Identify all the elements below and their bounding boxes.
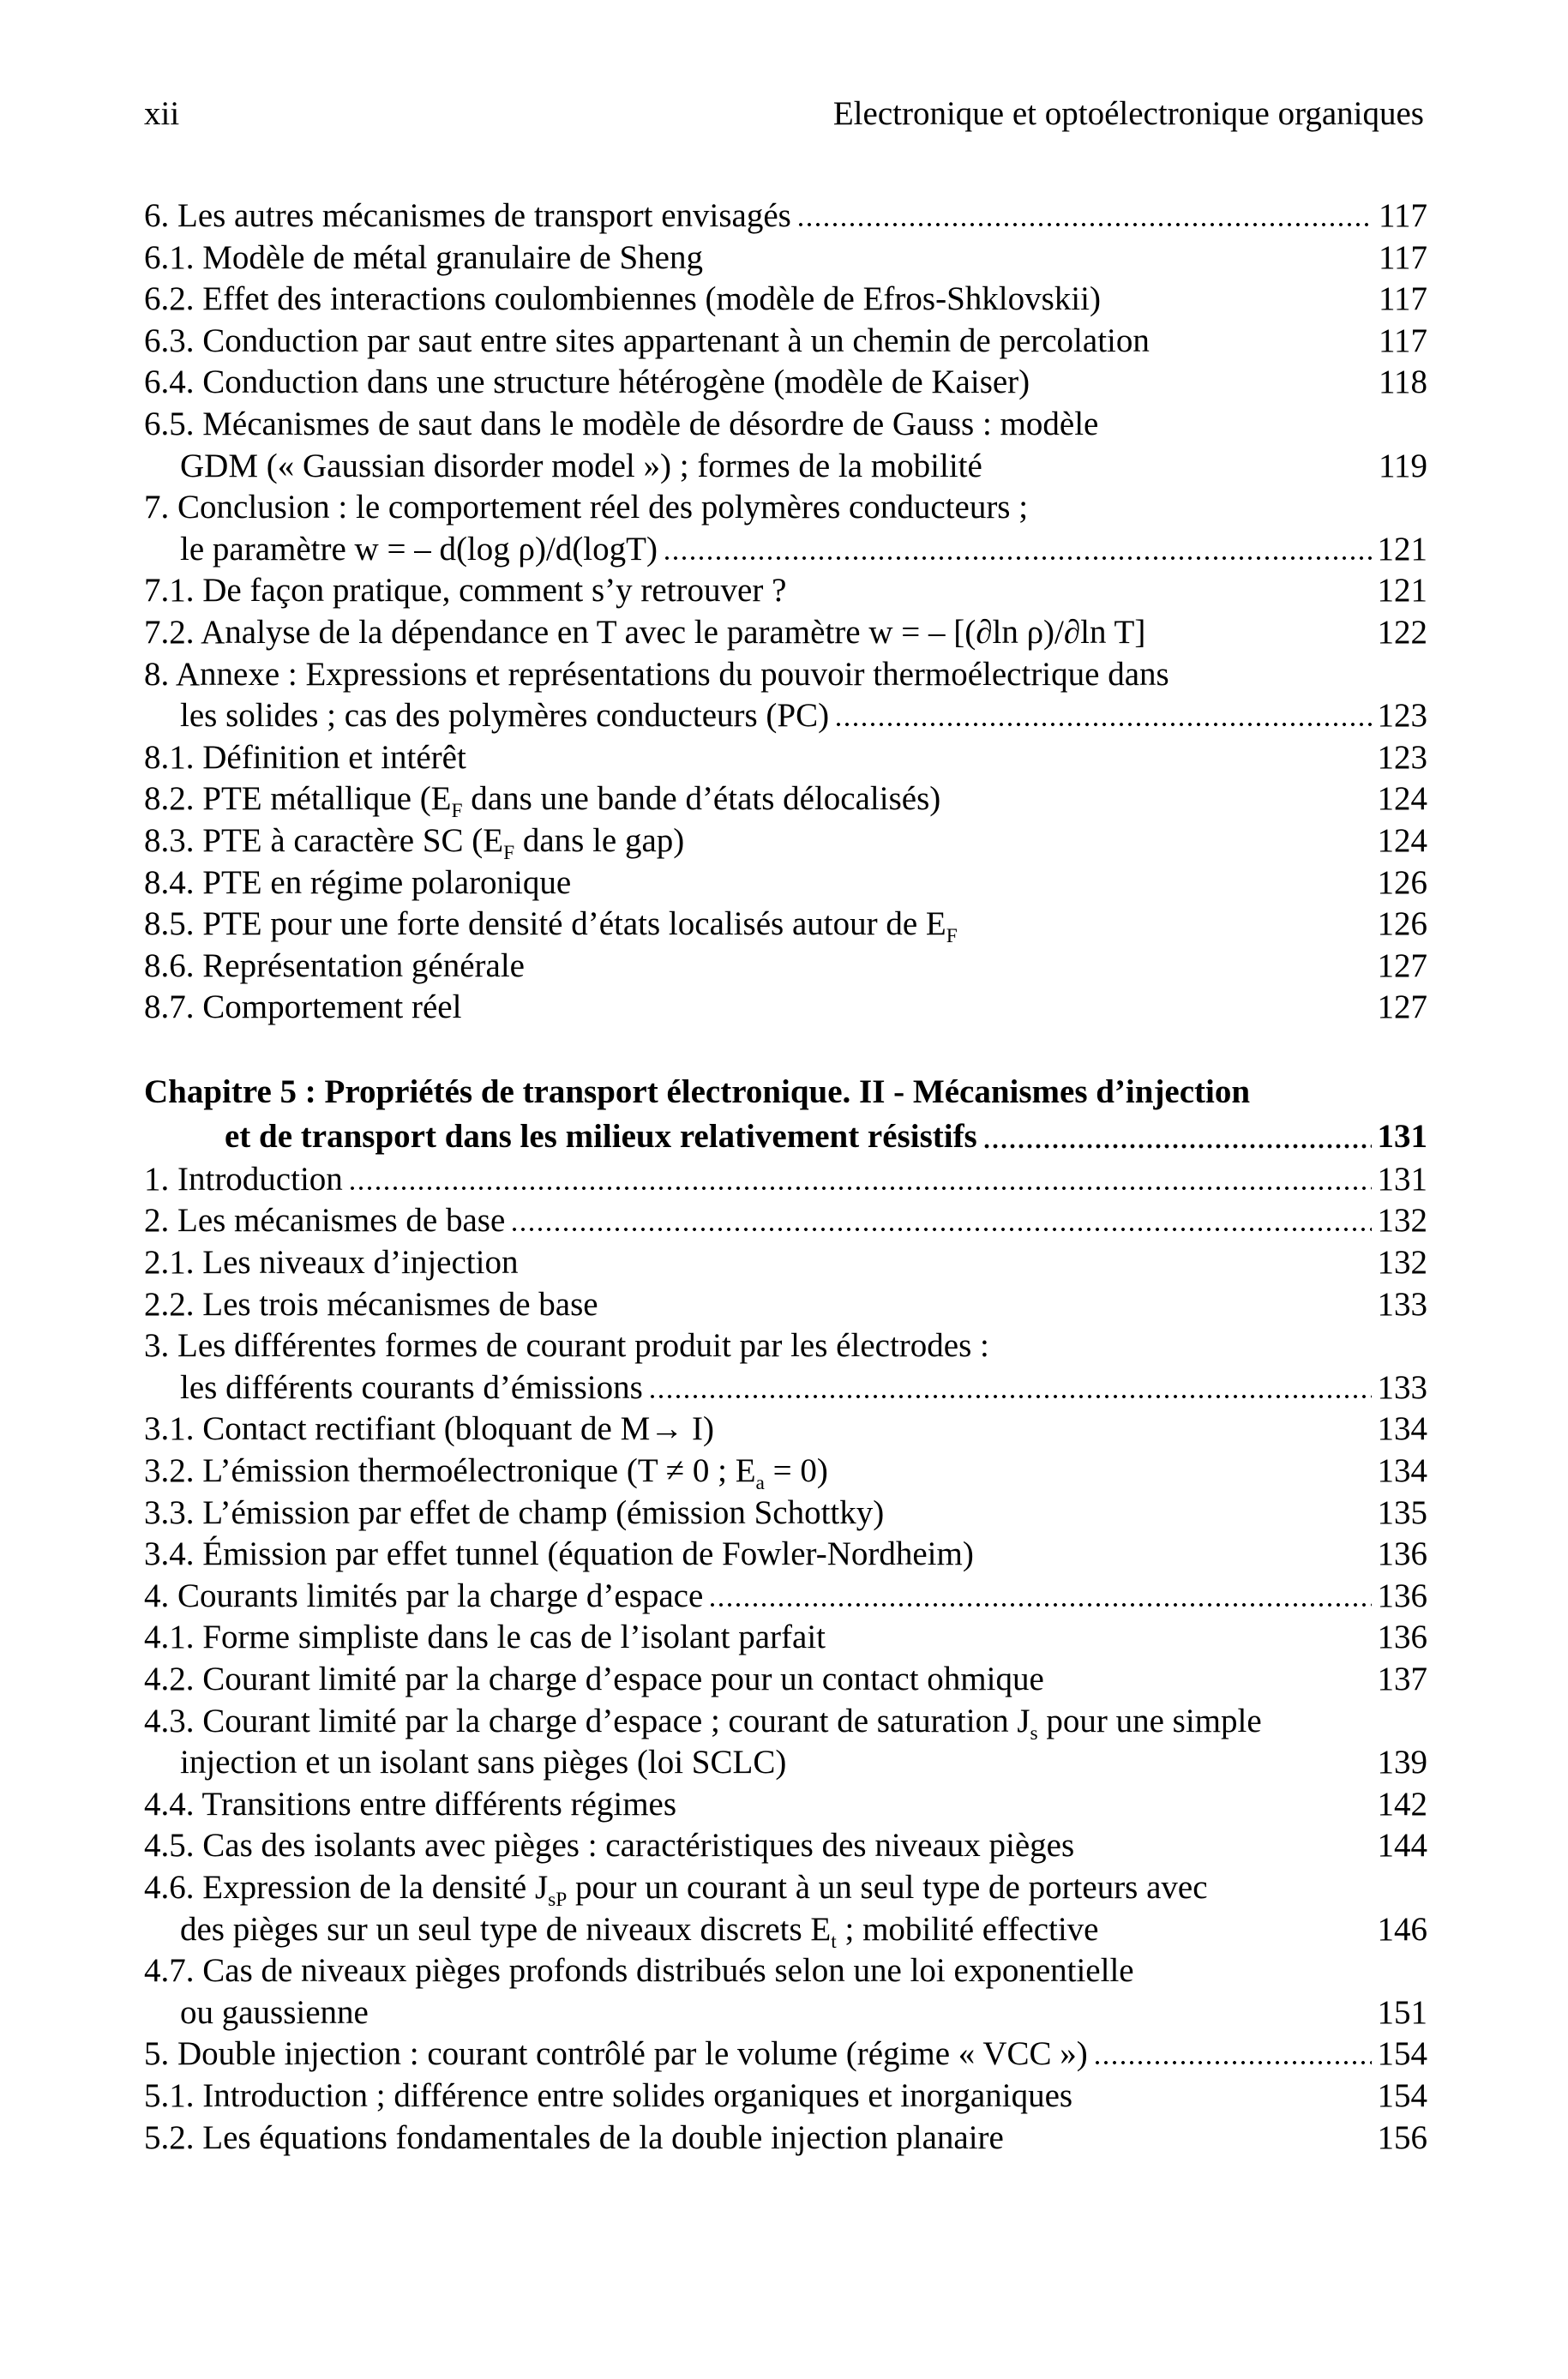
toc-entry-page: 132 [1377, 1244, 1427, 1282]
toc-entry-title: 2.2. Les trois mécanismes de base [144, 1285, 598, 1323]
toc-entry-page: 127 [1377, 988, 1427, 1026]
toc-entry-page: 156 [1377, 2118, 1427, 2156]
toc-entry [144, 570, 1427, 612]
toc-entry [144, 737, 1427, 779]
toc-entry-page: 154 [1377, 2035, 1427, 2073]
dot-leader [663, 554, 1372, 562]
chapter-heading [144, 1070, 1427, 1114]
subscript: t [831, 1930, 837, 1953]
running-header [144, 93, 1424, 135]
toc-entry-title: 3.1. Contact rectifiant (bloquant de M→ I) [144, 1410, 714, 1448]
subscript: a [755, 1471, 765, 1494]
toc-entry-page: 136 [1377, 1577, 1427, 1614]
dot-leader [348, 1184, 1372, 1193]
toc-entry-page: 139 [1377, 1744, 1427, 1781]
chapter-title-line1: Chapitre 5 : Propriétés de transport électronique. II - Mécanismes d’injection [144, 1072, 1251, 1110]
toc-entry [144, 487, 1427, 529]
toc-entry-title: 8.5. PTE pour une forte densité d’états localisés autour de $E_F$ [144, 905, 958, 947]
toc-entry [144, 612, 1427, 654]
toc-entry [144, 1409, 1427, 1451]
toc-entry-page: 136 [1377, 1535, 1427, 1573]
dot-leader [1093, 2058, 1372, 2067]
chapter-heading-cont [144, 1114, 1427, 1159]
toc-entry [144, 1576, 1427, 1618]
toc-entry [144, 279, 1427, 321]
toc-entry-title: 8.4. PTE en régime polaronique [144, 863, 572, 901]
toc-entry-title: 8.1. Définition et intérêt [144, 738, 466, 776]
toc-entry [144, 529, 1427, 571]
toc-entry-title: 4. Courants limités par la charge d’espace [144, 1577, 704, 1614]
toc-entry [144, 1617, 1427, 1659]
subscript: F [451, 800, 463, 823]
toc-entry-title: 6. Les autres mécanismes de transport envisagés [144, 197, 791, 234]
toc-entry-title: 7.1. De façon pratique, comment s’y retrouver ? [144, 572, 787, 610]
toc-entry-title: 8.3. PTE à caractère SC ($E_F$ dans le gap) [144, 821, 685, 864]
dot-leader [708, 1601, 1372, 1609]
toc-entry [144, 321, 1427, 363]
toc-entry [144, 1659, 1427, 1701]
toc-entry [144, 1867, 1427, 1909]
toc-entry-title: injection et un isolant sans pièges (loi SCLC) [180, 1744, 787, 1781]
toc-entry [144, 1825, 1427, 1867]
toc-entry-title: 6.5. Mécanismes de saut dans le modèle de désordre de Gauss : modèle [144, 405, 1099, 442]
toc-entry [144, 904, 1427, 946]
toc-entry [144, 2118, 1427, 2160]
toc-entry [144, 1367, 1427, 1409]
toc-entry-title: 6.2. Effet des interactions coulombiennes (modèle de Efros-Shklovskii) [144, 280, 1101, 318]
toc-entry-title: 6.4. Conduction dans une structure hétérogène (modèle de Kaiser) [144, 363, 1030, 401]
toc-entry-page: 121 [1377, 572, 1427, 610]
toc-entry [144, 1451, 1427, 1493]
toc-entry-title: 2.1. Les niveaux d’injection [144, 1244, 519, 1282]
toc-entry-title: 4.6. Expression de la densité $J_{sP}$ pour un courant à un seul type de porteurs avec [144, 1868, 1208, 1911]
toc-entry-page: 124 [1377, 780, 1427, 818]
toc-entry-page: 121 [1377, 530, 1427, 568]
toc-entry [144, 1159, 1427, 1201]
toc-entry-page: 131 [1377, 1160, 1427, 1198]
toc-section-before [144, 195, 1427, 1029]
toc-entry-page: 123 [1377, 738, 1427, 776]
toc-entry-page: 137 [1377, 1661, 1427, 1697]
toc-entry [144, 237, 1427, 279]
dot-leader [796, 220, 1373, 229]
dot-leader [648, 1392, 1372, 1401]
toc-entry [144, 862, 1427, 904]
subscript: sP [548, 1888, 568, 1911]
toc-entry-title: 4.7. Cas de niveaux pièges profonds distribués selon une loi exponentielle [144, 1952, 1134, 1990]
toc-entry-title: le paramètre w = – d(log ρ)/d(logT) [180, 530, 658, 568]
toc-entry-title: 4.4. Transitions entre différents régimes [144, 1785, 677, 1823]
running-title: Electronique et optoélectronique organiques [832, 95, 1424, 132]
toc-entry-page: 117 [1378, 321, 1427, 359]
toc-entry-page: 132 [1377, 1202, 1427, 1240]
toc-entry-page: 146 [1377, 1910, 1427, 1948]
toc-entry-title: 5. Double injection : courant contrôlé par le volume (régime « VCC ») [144, 2035, 1088, 2073]
toc-entry [144, 987, 1427, 1029]
toc-entry-page: 117 [1378, 280, 1427, 318]
toc-entry [144, 362, 1427, 404]
toc-entry-title: 5.1. Introduction ; différence entre solides organiques et inorganiques [144, 2076, 1073, 2114]
table-of-contents [144, 195, 1427, 2159]
toc-entry-title: ou gaussienne [180, 1993, 369, 2031]
toc-entry-title: 8.6. Représentation générale [144, 946, 525, 984]
toc-entry-page: 119 [1378, 447, 1427, 484]
toc-entry-page: 118 [1378, 363, 1427, 401]
toc-entry-page: 154 [1377, 2076, 1427, 2114]
toc-entry-page: 136 [1377, 1619, 1427, 1656]
toc-entry-title: 4.3. Courant limité par la charge d’espace ; courant de saturation $J_s$ pour une simple [144, 1702, 1262, 1745]
toc-entry-title: 4.1. Forme simpliste dans le cas de l’isolant parfait [144, 1619, 826, 1656]
toc-entry [144, 820, 1427, 862]
toc-entry-page: 117 [1378, 197, 1427, 234]
toc-entry [144, 404, 1427, 446]
toc-entry-page: 134 [1377, 1452, 1427, 1490]
toc-entry-page: 134 [1377, 1410, 1427, 1448]
page-number: xii [144, 95, 180, 132]
toc-entry-title: 4.2. Courant limité par la charge d’espace pour un contact ohmique [144, 1661, 1044, 1697]
toc-entry-title: 7. Conclusion : le comportement réel des polymères conducteurs ; [144, 489, 1029, 526]
toc-entry [144, 1325, 1427, 1367]
toc-entry [144, 1242, 1427, 1284]
toc-entry-title: les différents courants d’émissions [180, 1368, 643, 1406]
toc-entry-page: 142 [1377, 1785, 1427, 1823]
toc-entry [144, 1493, 1427, 1535]
toc-entry [144, 946, 1427, 988]
toc-entry-title: 3.2. L’émission thermoélectronique (T ≠ 0 ; $E_a = 0$) [144, 1452, 828, 1494]
toc-entry-title: GDM (« Gaussian disorder model ») ; formes de la mobilité [180, 447, 982, 484]
toc-entry-title: 5.2. Les équations fondamentales de la double injection planaire [144, 2118, 1004, 2156]
toc-entry [144, 1534, 1427, 1576]
toc-entry-title: 8. Annexe : Expressions et représentations du pouvoir thermoélectrique dans [144, 655, 1169, 693]
toc-entry [144, 1701, 1427, 1743]
toc-entry [144, 446, 1427, 488]
toc-entry-page: 133 [1377, 1368, 1427, 1406]
toc-entry-title: 6.1. Modèle de métal granulaire de Sheng [144, 238, 703, 276]
toc-entry-title: 6.3. Conduction par saut entre sites appartenant à un chemin de percolation [144, 321, 1150, 359]
toc-entry-page: 124 [1377, 821, 1427, 859]
toc-entry-title: 7.2. Analyse de la dépendance en T avec le paramètre w = – [(∂ln ρ)/∂ln T] [144, 613, 1146, 651]
toc-entry [144, 1284, 1427, 1326]
toc-entry [144, 2076, 1427, 2118]
toc-entry [144, 695, 1427, 737]
toc-entry [144, 1742, 1427, 1784]
dot-leader [982, 1142, 1372, 1150]
toc-entry-title: les solides ; cas des polymères conducteurs (PC) [180, 697, 830, 735]
toc-entry [144, 1950, 1427, 1992]
chapter-title-line2: et de transport dans les milieux relativement résistifs [225, 1117, 977, 1155]
toc-entry-title: 3.3. L’émission par effet de champ (émission Schottky) [144, 1493, 885, 1531]
toc-entry [144, 1784, 1427, 1826]
toc-entry [144, 1200, 1427, 1242]
toc-entry-page: 126 [1377, 905, 1427, 943]
toc-entry-title: 1. Introduction [144, 1160, 343, 1198]
dot-leader [834, 720, 1372, 729]
toc-entry-page: 133 [1377, 1285, 1427, 1323]
toc-entry [144, 778, 1427, 823]
toc-entry [144, 195, 1427, 237]
toc-entry [144, 654, 1427, 696]
toc-entry [144, 1909, 1427, 1951]
dot-leader [510, 1225, 1372, 1234]
toc-entry-page: 123 [1377, 697, 1427, 735]
toc-section-after [144, 1159, 1427, 2159]
toc-entry-page: 144 [1377, 1827, 1427, 1865]
toc-entry-page: 117 [1378, 238, 1427, 276]
subscript: s [1030, 1721, 1038, 1745]
toc-entry-title: 3. Les différentes formes de courant produit par les électrodes : [144, 1327, 989, 1365]
toc-entry-title: des pièges sur un seul type de niveaux discrets $E_t$ ; mobilité effective [180, 1910, 1099, 1953]
toc-entry-title: 3.4. Émission par effet tunnel (équation de Fowler-Nordheim) [144, 1535, 974, 1573]
toc-entry-title: 8.7. Comportement réel [144, 988, 462, 1026]
toc-entry [144, 2034, 1427, 2076]
toc-entry-title: 2. Les mécanismes de base [144, 1202, 506, 1240]
toc-entry [144, 1992, 1427, 2034]
chapter-page-number: 131 [1377, 1117, 1427, 1155]
subscript: F [503, 841, 515, 864]
toc-entry-page: 126 [1377, 863, 1427, 901]
toc-entry-page: 151 [1377, 1993, 1427, 2031]
toc-entry-page: 122 [1377, 613, 1427, 651]
toc-entry-title: 4.5. Cas des isolants avec pièges : caractéristiques des niveaux pièges [144, 1827, 1075, 1865]
toc-entry-page: 135 [1377, 1493, 1427, 1531]
toc-entry-title: 8.2. PTE métallique ($E_F$ dans une bande d’états délocalisés) [144, 780, 941, 823]
toc-entry-page: 127 [1377, 946, 1427, 984]
subscript: F [946, 924, 958, 947]
